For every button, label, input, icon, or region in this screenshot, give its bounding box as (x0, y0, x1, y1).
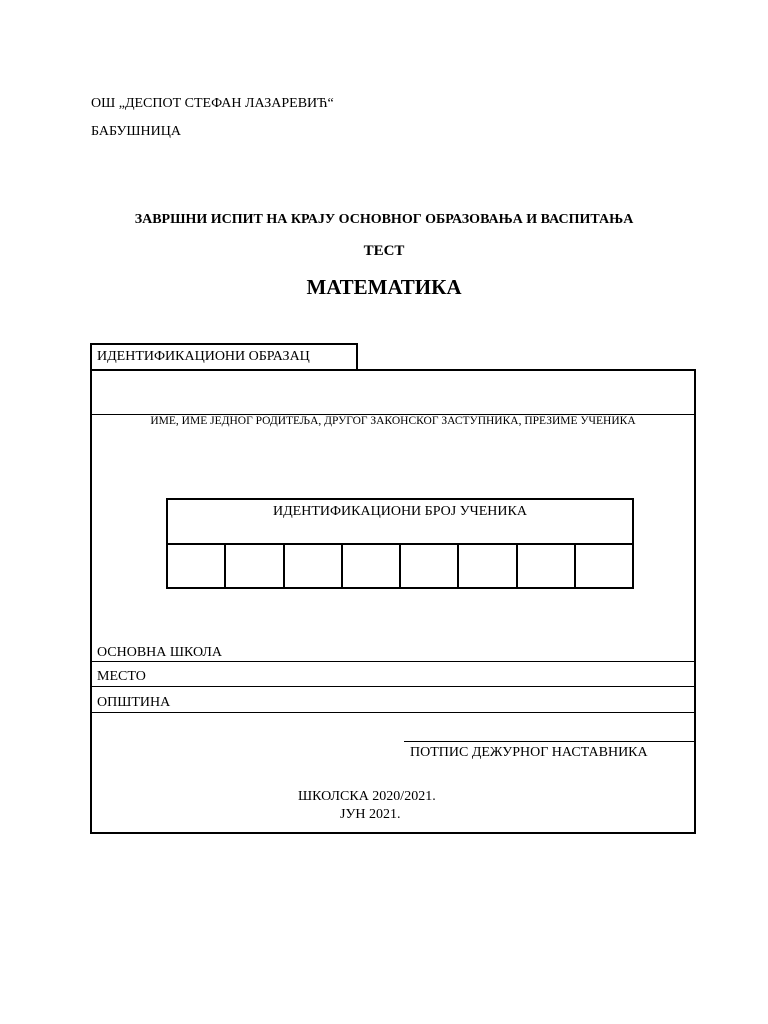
primary-school-label: ОСНОВНА ШКОЛА (97, 645, 223, 660)
city-name: БАБУШНИЦА (91, 124, 181, 139)
subject-title: МАТЕМАТИКА (306, 275, 462, 299)
student-id-header (168, 500, 632, 545)
id-digit-box[interactable] (401, 545, 459, 587)
school-year: ШКОЛСКА 2020/2021. (298, 789, 436, 804)
id-digit-box[interactable] (518, 545, 576, 587)
municipality-line[interactable] (92, 712, 694, 713)
primary-school-line[interactable] (92, 661, 694, 662)
identification-form-label: ИДЕНТИФИКАЦИОНИ ОБРАЗАЦ (97, 349, 310, 364)
exam-month: ЈУН 2021. (340, 807, 401, 822)
signature-line[interactable] (404, 741, 694, 742)
id-digit-box[interactable] (226, 545, 284, 587)
id-digit-box[interactable] (343, 545, 401, 587)
student-id-table (166, 498, 634, 589)
exam-title: ЗАВРШНИ ИСПИТ НА КРАЈУ ОСНОВНОГ ОБРАЗОВАЊА И ВАСПИТАЊА (134, 212, 634, 227)
place-line[interactable] (92, 686, 694, 687)
school-name: ОШ „ДЕСПОТ СТЕФАН ЛАЗАРЕВИЋ“ (91, 96, 334, 111)
student-name-caption: ИМЕ, ИМЕ ЈЕДНОГ РОДИТЕЉА, ДРУГОГ ЗАКОНСКОГ ЗАСТУПНИКА, ПРЕЗИМЕ УЧЕНИКА (150, 415, 636, 427)
student-id-label: ИДЕНТИФИКАЦИОНИ БРОЈ УЧЕНИКА (273, 504, 527, 519)
student-id-digits (168, 545, 632, 587)
test-label: ТЕСТ (363, 243, 405, 259)
municipality-label: ОПШТИНА (97, 695, 171, 710)
signature-label: ПОТПИС ДЕЖУРНОГ НАСТАВНИКА (410, 745, 648, 760)
id-digit-box[interactable] (285, 545, 343, 587)
identification-form-tab (90, 343, 358, 370)
id-digit-box[interactable] (459, 545, 517, 587)
identification-form (90, 369, 696, 834)
place-label: МЕСТО (97, 669, 146, 684)
id-digit-box[interactable] (168, 545, 226, 587)
id-digit-box[interactable] (576, 545, 632, 587)
